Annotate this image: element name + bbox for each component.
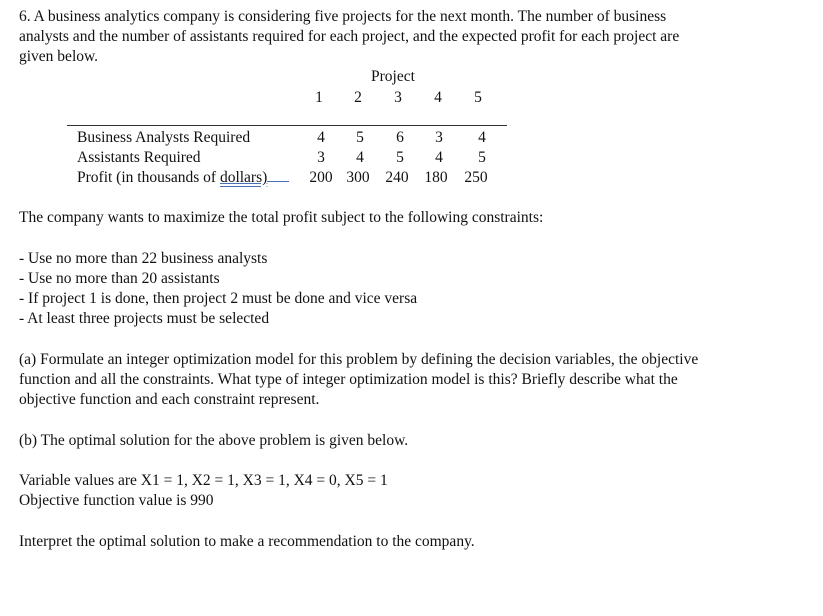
- question-b: (b) The optimal solution for the above problem is given below.: [19, 432, 409, 449]
- intro-line-3: given below.: [19, 48, 99, 65]
- table-cell: 6: [396, 129, 404, 146]
- closing-instruction: Interpret the optimal solution to make a recommendation to the company.: [19, 533, 475, 550]
- table-cell: 180: [424, 169, 448, 186]
- row-label-analysts: Business Analysts Required: [77, 129, 251, 146]
- constraint-item: - Use no more than 22 business analysts: [19, 250, 268, 267]
- constraint-item: - At least three projects must be selected: [19, 310, 270, 327]
- intro-line-2: analysts and the number of assistants required for each project, and the expected profit for each project are: [19, 28, 680, 45]
- project-col-3: 3: [394, 89, 402, 106]
- project-col-1: 1: [315, 89, 323, 106]
- table-cell: 4: [478, 129, 486, 146]
- project-col-4: 4: [434, 89, 442, 106]
- objective-intro: The company wants to maximize the total profit subject to the following constraints:: [19, 209, 544, 226]
- constraint-item: - If project 1 is done, then project 2 must be done and vice versa: [19, 290, 418, 307]
- constraint-item: - Use no more than 20 assistants: [19, 270, 220, 287]
- table-cell: 3: [435, 129, 443, 146]
- table-cell: 5: [478, 149, 486, 166]
- question-a-line-1: (a) Formulate an integer optimization model for this problem by defining the decision variables, the objective: [19, 351, 699, 368]
- table-cell: 5: [396, 149, 404, 166]
- project-group-header: Project: [371, 68, 415, 85]
- table-cell: 240: [385, 169, 409, 186]
- solution-variables: Variable values are X1 = 1, X2 = 1, X3 = 1, X4 = 0, X5 = 1: [19, 472, 388, 489]
- intro-line-1: 6. A business analytics company is considering five projects for the next month. The number of business: [19, 8, 667, 25]
- profit-label-underline: [267, 169, 289, 182]
- dollars-spellcheck-word: dollars): [219, 169, 268, 186]
- table-cell: 4: [317, 129, 325, 146]
- question-a-line-2: function and all the constraints. What type of integer optimization model is this? Briefly describe what the: [19, 371, 678, 388]
- table-rule: [67, 125, 507, 126]
- table-cell: 5: [356, 129, 364, 146]
- project-col-2: 2: [354, 89, 362, 106]
- table-cell: 4: [356, 149, 364, 166]
- question-a-line-3: objective function and each constraint represent.: [19, 391, 320, 408]
- table-cell: 300: [346, 169, 370, 186]
- table-cell: 250: [464, 169, 488, 186]
- solution-objective: Objective function value is 990: [19, 492, 214, 509]
- project-col-5: 5: [474, 89, 482, 106]
- row-label-profit: [77, 168, 289, 188]
- table-cell: 3: [317, 149, 325, 166]
- profit-label-prefix: Profit (in thousands of: [77, 169, 220, 186]
- row-label-assistants: Assistants Required: [77, 149, 201, 166]
- table-cell: 200: [309, 169, 333, 186]
- table-cell: 4: [435, 149, 443, 166]
